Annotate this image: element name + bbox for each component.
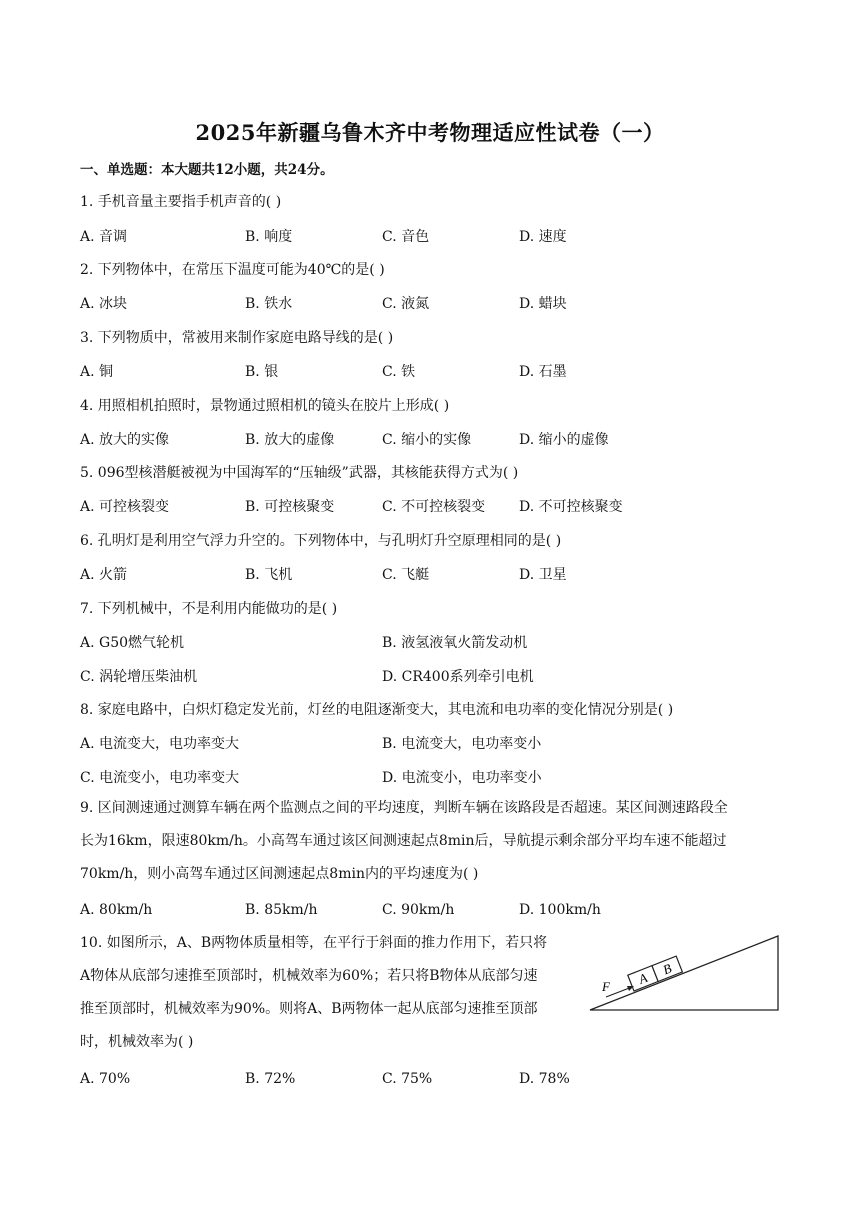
question-3-option-d: D. 石墨 bbox=[519, 364, 567, 380]
question-3-option-c: C. 铁 bbox=[382, 364, 416, 380]
question-5-option-c: C. 不可控核裂变 bbox=[382, 499, 486, 515]
question-7-option-d: D. CR400系列牵引电机 bbox=[382, 669, 534, 685]
question-8-stem: 8. 家庭电路中，白炽灯稳定发光前，灯丝的电阻逐渐变大，其电流和电功率的变化情况分别是( ) bbox=[80, 702, 674, 718]
question-10-option-a: A. 70% bbox=[80, 1071, 131, 1087]
question-5-option-d: D. 不可控核聚变 bbox=[519, 499, 623, 515]
question-6-option-a: A. 火箭 bbox=[80, 567, 128, 583]
section-heading: 一、单选题：本大题共12小题，共24分。 bbox=[80, 162, 334, 178]
question-9-option-d: D. 100km/h bbox=[519, 902, 601, 918]
question-1-option-a: A. 音调 bbox=[80, 229, 128, 245]
question-5-stem: 5. 096型核潜艇被视为中国海军的“压轴级”武器，其核能获得方式为( ) bbox=[80, 465, 519, 481]
question-9-stem-line: 长为16km，限速80km/h。小高驾车通过该区间测速起点8min后，导航提示剩余部分平均车速不能超过 bbox=[80, 833, 727, 849]
question-6-option-c: C. 飞艇 bbox=[382, 567, 430, 583]
question-4-option-d: D. 缩小的虚像 bbox=[519, 432, 609, 448]
question-9-option-b: B. 85km/h bbox=[245, 902, 318, 918]
question-9-stem-line: 9. 区间测速通过测算车辆在两个监测点之间的平均速度，判断车辆在该路段是否超速。某区间测速路段全 bbox=[80, 800, 728, 816]
question-6-stem: 6. 孔明灯是利用空气浮力升空的。下列物体中，与孔明灯升空原理相同的是( ) bbox=[80, 533, 562, 549]
question-1-option-d: D. 速度 bbox=[519, 229, 567, 245]
question-2-option-c: C. 液氮 bbox=[382, 296, 430, 312]
question-6-option-d: D. 卫星 bbox=[519, 567, 567, 583]
question-8-option-a: A. 电流变大，电功率变大 bbox=[80, 736, 240, 752]
question-4-option-b: B. 放大的虚像 bbox=[245, 432, 335, 448]
question-4-option-a: A. 放大的实像 bbox=[80, 432, 170, 448]
block-b-label: B bbox=[660, 960, 674, 978]
question-10-option-b: B. 72% bbox=[245, 1071, 296, 1087]
question-10-option-c: C. 75% bbox=[382, 1071, 433, 1087]
question-1-option-b: B. 响度 bbox=[245, 229, 293, 245]
force-label: F bbox=[602, 979, 610, 994]
question-6-option-b: B. 飞机 bbox=[245, 567, 293, 583]
question-1-option-c: C. 音色 bbox=[382, 229, 430, 245]
question-5-option-a: A. 可控核裂变 bbox=[80, 499, 170, 515]
question-10-stem-line: 10. 如图所示，A、B两物体质量相等，在平行于斜面的推力作用下，若只将 bbox=[80, 935, 548, 951]
question-3-stem: 3. 下列物质中，常被用来制作家庭电路导线的是( ) bbox=[80, 330, 394, 346]
question-10-stem bbox=[80, 927, 580, 1059]
question-10-stem-line: A物体从底部匀速推至顶部时，机械效率为60%；若只将B物体从底部匀速 bbox=[80, 968, 538, 984]
block-a-label: A bbox=[636, 969, 650, 987]
question-8-option-b: B. 电流变大，电功率变小 bbox=[382, 736, 542, 752]
question-9-option-a: A. 80km/h bbox=[80, 902, 153, 918]
question-9-stem-line: 70km/h，则小高驾车通过区间测速起点8min内的平均速度为( ) bbox=[80, 866, 479, 882]
incline-figure bbox=[586, 930, 782, 1016]
question-1-stem: 1. 手机音量主要指手机声音的( ) bbox=[80, 194, 282, 210]
question-3-option-a: A. 铜 bbox=[80, 364, 114, 380]
question-5-option-b: B. 可控核聚变 bbox=[245, 499, 335, 515]
question-4-stem: 4. 用照相机拍照时，景物通过照相机的镜头在胶片上形成( ) bbox=[80, 398, 450, 414]
question-10-option-d: D. 78% bbox=[519, 1071, 570, 1087]
incline-ramp bbox=[590, 936, 778, 1010]
question-9-stem bbox=[80, 792, 780, 891]
question-10-stem-line: 时，机械效率为( ) bbox=[80, 1034, 194, 1050]
question-8-option-d: D. 电流变小，电功率变小 bbox=[382, 770, 542, 786]
question-10-stem-line: 推至顶部时，机械效率为90%。则将A、B两物体一起从底部匀速推至顶部 bbox=[80, 1001, 538, 1017]
question-2-stem: 2. 下列物体中，在常压下温度可能为40℃的是( ) bbox=[80, 262, 385, 278]
exam-title: 2025年新疆乌鲁木齐中考物理适应性试卷（一） bbox=[195, 120, 665, 145]
question-4-option-c: C. 缩小的实像 bbox=[382, 432, 472, 448]
question-7-stem: 7. 下列机械中，不是利用内能做功的是( ) bbox=[80, 601, 338, 617]
question-9-option-c: C. 90km/h bbox=[382, 902, 455, 918]
question-7-option-b: B. 液氢液氧火箭发动机 bbox=[382, 635, 528, 651]
question-7-option-a: A. G50燃气轮机 bbox=[80, 635, 185, 651]
question-2-option-a: A. 冰块 bbox=[80, 296, 128, 312]
blocks-group bbox=[628, 956, 683, 991]
question-3-option-b: B. 银 bbox=[245, 364, 279, 380]
question-2-option-b: B. 铁水 bbox=[245, 296, 293, 312]
question-8-option-c: C. 电流变小，电功率变大 bbox=[80, 770, 240, 786]
question-2-option-d: D. 蜡块 bbox=[519, 296, 567, 312]
question-7-option-c: C. 涡轮增压柴油机 bbox=[80, 669, 198, 685]
